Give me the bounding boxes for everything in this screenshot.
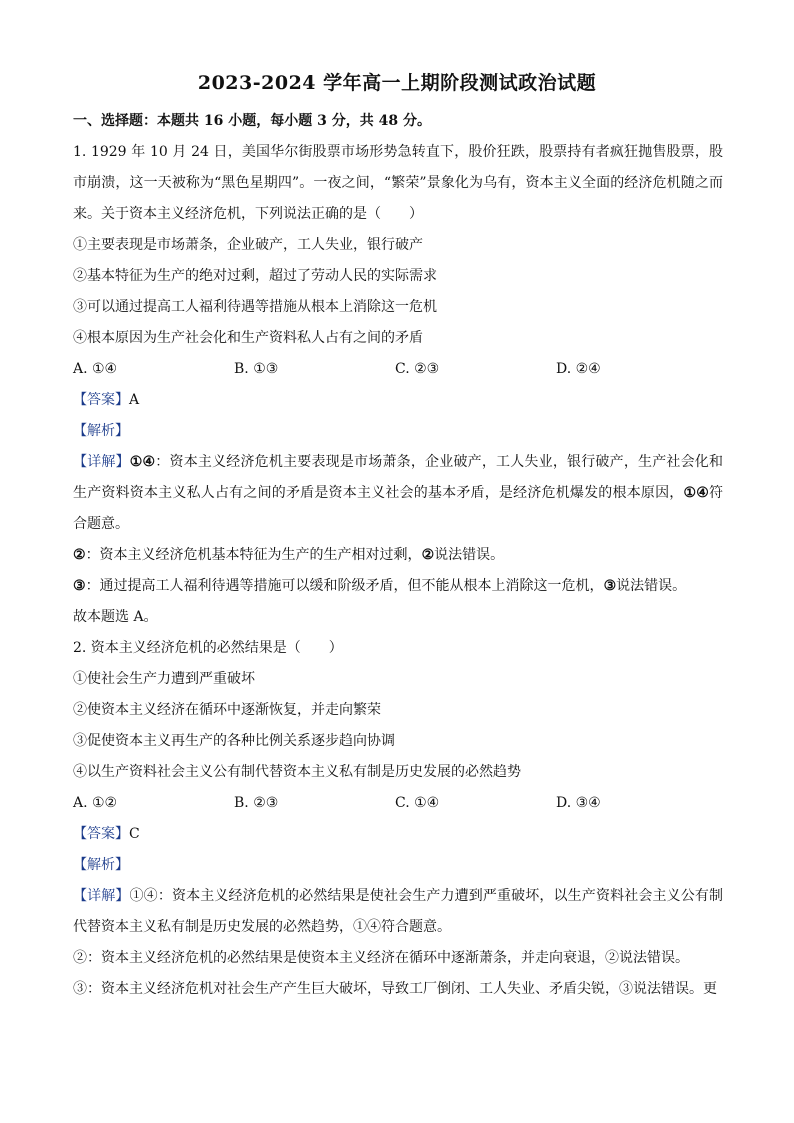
question-1-option-d: D. ②④	[556, 361, 601, 377]
question-1-conclusion: 故本题选 A。	[73, 609, 158, 625]
question-2-item-4: ④以生产资料社会主义公有制代替资本主义私有制是历史发展的必然趋势	[73, 764, 521, 780]
question-1-item-1: ①主要表现是市场萧条，企业破产，工人失业，银行破产	[73, 237, 423, 253]
detail-text: ：资本主义经济危机主要表现是市场萧条，企业破产，工人失业，银行破产，生产社会化和生产资料资本主义私人占有之间的矛盾是资本主义社会的基本矛盾，是经济危机爆发的根本原因，	[73, 454, 723, 501]
question-1-detail-line-2	[73, 540, 723, 571]
document-body	[73, 106, 723, 1005]
page-title: 2023-2024 学年高一上期阶段测试政治试题	[197, 72, 597, 94]
answer-value: C	[129, 826, 140, 842]
line2-mark: ②	[421, 547, 435, 563]
question-2-detail-line-3: ③：资本主义经济危机对社会生产产生巨大破坏，导致工厂倒闭、工人失业、矛盾尖锐，③说法错误。更	[73, 981, 717, 997]
question-1-analysis-tag: 【解析】	[73, 423, 129, 439]
question-2-stem: 2. 资本主义经济危机的必然结果是（ ）	[73, 640, 343, 656]
question-2-item-2: ②使资本主义经济在循环中逐渐恢复，并走向繁荣	[73, 702, 381, 718]
question-2-options	[73, 788, 723, 819]
question-2-item-1: ①使社会生产力遭到严重破坏	[73, 671, 255, 687]
question-1-item-2: ②基本特征为生产的绝对过剩，超过了劳动人民的实际需求	[73, 268, 437, 284]
detail-lead: ①④	[129, 454, 156, 470]
line3-text: ：通过提高工人福利待遇等措施可以缓和阶级矛盾，但不能从根本上消除这一危机，	[85, 578, 604, 594]
detail-end-mark: ①④	[683, 485, 709, 501]
section-header: 一、选择题：本题共 16 小题，每小题 3 分，共 48 分。	[73, 113, 431, 129]
question-1-detail	[73, 447, 723, 540]
question-1-stem: 1. 1929 年 10 月 24 日，美国华尔街股票市场形势急转直下，股价狂跌，股票持有者疯狂抛售股票，股市崩溃，这一天被称为“黑色星期四”。一夜之间，“繁荣”景象化为乌有，资本主义全面的经济危机随之而来。关于资本主义经济危机，下列说法正确的是（ ）	[73, 144, 723, 222]
detail-end: 符合题意。	[73, 485, 723, 532]
question-2-option-c: C. ①④	[395, 795, 440, 811]
line3-end: 说法错误。	[616, 578, 687, 594]
question-2-analysis-tag: 【解析】	[73, 857, 129, 873]
question-2-option-a: A. ①②	[73, 795, 118, 811]
question-1-item-3: ③可以通过提高工人福利待遇等措施从根本上消除这一危机	[73, 299, 437, 315]
question-2-answer	[73, 819, 723, 850]
question-2-detail-line-2: ②：资本主义经济危机的必然结果是使资本主义经济在循环中逐渐萧条，并走向衰退，②说法错误。	[73, 950, 689, 966]
line2-text: ：资本主义经济危机基本特征为生产的生产相对过剩，	[85, 547, 422, 563]
detail-text: ①④：资本主义经济危机的必然结果是使社会生产力遭到严重破坏，以生产资料社会主义公有制代替资本主义私有制是历史发展的必然趋势，①④符合题意。	[73, 888, 724, 935]
question-1-answer	[73, 385, 723, 416]
answer-tag: 【答案】	[73, 392, 129, 408]
question-2-option-d: D. ③④	[556, 795, 601, 811]
line3-mark: ③	[603, 578, 617, 594]
question-1-options	[73, 354, 723, 385]
line2-end: 说法错误。	[434, 547, 505, 563]
detail-tag: 【详解】	[73, 454, 130, 470]
line3-lead: ③	[73, 578, 86, 594]
detail-tag: 【详解】	[73, 888, 130, 904]
question-1-option-b: B. ①③	[234, 361, 279, 377]
question-2-detail	[73, 881, 723, 943]
question-1-option-a: A. ①④	[73, 361, 118, 377]
question-2-option-b: B. ②③	[234, 795, 279, 811]
question-1-option-c: C. ②③	[395, 361, 440, 377]
question-1-item-4: ④根本原因为生产社会化和生产资料私人占有之间的矛盾	[73, 330, 423, 346]
line2-lead: ②	[73, 547, 86, 563]
question-1-detail-line-3	[73, 571, 723, 602]
question-2-item-3: ③促使资本主义再生产的各种比例关系逐步趋向协调	[73, 733, 395, 749]
answer-tag: 【答案】	[73, 826, 129, 842]
answer-value: A	[129, 392, 140, 408]
